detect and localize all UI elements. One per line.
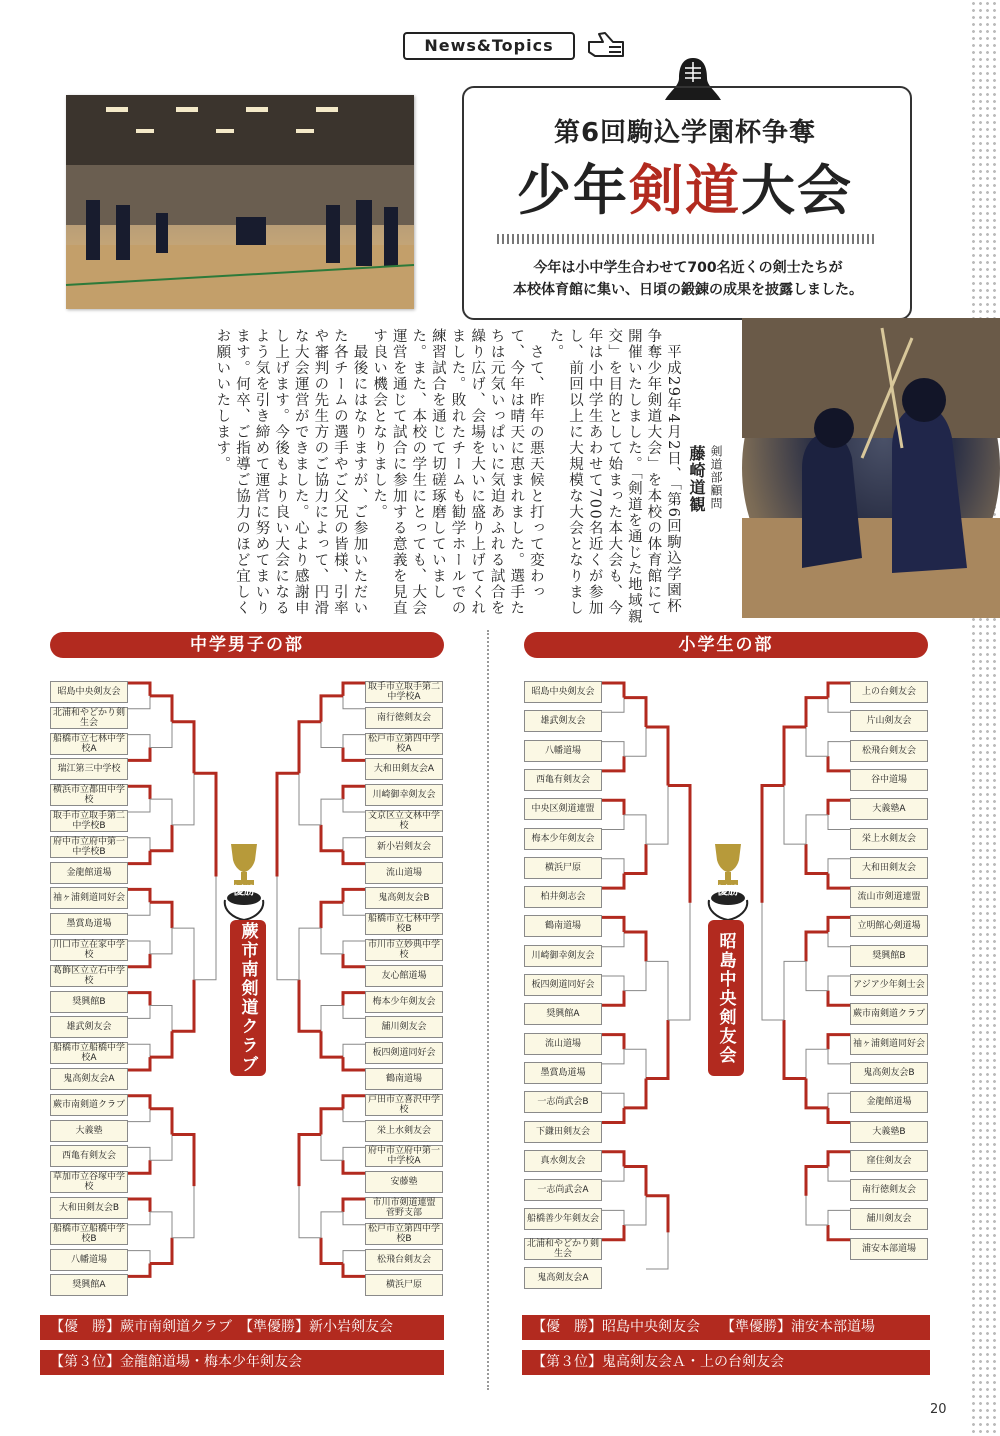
bracket-line (172, 722, 194, 825)
bracket-winner-line (602, 1035, 624, 1050)
team-entry: 栄上水剣友会 (365, 1120, 443, 1142)
team-entry: 流山市剣道連盟 (850, 886, 928, 908)
elementary-heading: 小学生の部 (524, 632, 928, 658)
bracket-line (343, 1199, 365, 1225)
team-entry: 横浜市立都田中学校 (50, 784, 128, 806)
bracket-winner-line (343, 1057, 365, 1070)
bracket-line (806, 1166, 828, 1225)
bracket-winner-line (624, 1079, 646, 1108)
bracket-winner-line (602, 873, 624, 888)
bracket-line (128, 1199, 150, 1225)
team-entry: 蕨市南剣道クラブ (850, 1003, 928, 1025)
bracket-winner-line (128, 851, 150, 864)
team-entry: 大和田剣友会B (50, 1197, 128, 1219)
bracket-winner-line (806, 1079, 828, 1108)
bracket-line (150, 1109, 172, 1161)
bracket-line (828, 742, 850, 771)
team-entry: 奨興館B (850, 945, 928, 967)
bracket-line (150, 1212, 172, 1264)
team-entry: 戸田市立喜沢中学校 (365, 1094, 443, 1116)
bracket-line (172, 1135, 194, 1238)
team-entry: 府中市立府中第一中学校B (50, 836, 128, 858)
bracket-line (602, 683, 624, 712)
bracket-line (299, 1135, 321, 1238)
team-entry: 墨賞島道場 (524, 1062, 602, 1084)
team-entry: 松戸市立第四中学校A (365, 733, 443, 755)
bracket-winner-line (343, 851, 365, 864)
bracket-line (624, 815, 646, 874)
bracket-line (602, 976, 624, 1005)
elementary-result-third: 【第３位】鬼高剣友会Ａ・上の台剣友会 (522, 1350, 930, 1375)
bracket-winner-line (299, 722, 321, 774)
team-entry: 松飛台剣友会 (365, 1249, 443, 1271)
team-entry: 大義塾A (850, 798, 928, 820)
team-entry: 上の台剣友会 (850, 681, 928, 703)
team-entry: 昭島中央剣友会 (524, 681, 602, 703)
bracket-winner-line (343, 1096, 365, 1109)
bracket-winner-line (828, 917, 850, 932)
bracket-line (806, 698, 828, 757)
bracket-line (828, 1210, 850, 1239)
bracket-winner-line (602, 1152, 624, 1167)
bracket-winner-line (299, 1135, 321, 1187)
bracket-winner-line (828, 683, 850, 698)
bracket-winner-line (128, 786, 150, 799)
team-entry: 雄武剣友会 (524, 710, 602, 732)
bracket-winner-line (343, 1264, 365, 1277)
bracket-line (602, 859, 624, 888)
bracket-winner-line (343, 786, 365, 799)
bracket-line (828, 1152, 850, 1181)
bracket-line (602, 1093, 624, 1122)
bracket-winner-line (128, 889, 150, 902)
news-topics-tag: News&Topics (403, 32, 575, 60)
bracket-winner-line (343, 993, 365, 1006)
bracket-line (172, 928, 194, 1031)
bracket-line (602, 742, 624, 771)
bracket-winner-line (602, 1108, 624, 1123)
team-entry: 八幡道場 (50, 1249, 128, 1271)
bracket-line (128, 735, 150, 761)
bracket-line (150, 1006, 172, 1058)
bracket-line (602, 800, 624, 829)
bracket-winner-line (150, 1109, 172, 1135)
middle-result-winners: 【優 勝】蕨市南剣道クラブ 【準優勝】新小岩剣友会 (40, 1315, 444, 1340)
team-entry: 北浦和やどかり剣生会 (524, 1238, 602, 1260)
bracket-winner-line (828, 1035, 850, 1050)
team-entry: 一志尚武会B (524, 1091, 602, 1113)
bracket-winner-line (602, 683, 624, 698)
column-divider (487, 630, 489, 1390)
bracket-line (128, 683, 150, 709)
bracket-line (128, 1147, 150, 1173)
team-entry: 文京区立文林中学校 (365, 810, 443, 832)
bracket-winner-line (646, 727, 668, 786)
team-entry: 八幡道場 (524, 740, 602, 762)
team-entry: 窪住剣友会 (850, 1150, 928, 1172)
page-number: 20 (930, 1402, 947, 1417)
team-entry: 瑞江第三中学校 (50, 758, 128, 780)
team-entry: 船橋市立七林中学校A (50, 733, 128, 755)
champion-badge: 優勝 (233, 884, 255, 897)
team-entry: 谷中道場 (850, 769, 928, 791)
gym-ceremony-photo (66, 95, 414, 309)
dotted-edge-pattern (970, 0, 1000, 1436)
bracket-line (784, 961, 806, 1078)
bracket-winner-line (828, 800, 850, 815)
team-entry: 横浜尸原 (524, 857, 602, 879)
bracket-line (321, 1212, 343, 1264)
elementary-result-winners: 【優 勝】昭島中央剣友会 【準優勝】浦安本部道場 (522, 1315, 930, 1340)
bracket-winner-line (784, 1020, 806, 1079)
bracket-line (646, 727, 668, 844)
bracket-line (624, 1166, 646, 1225)
bracket-line (277, 773, 299, 979)
bracket-winner-line (321, 902, 343, 928)
team-entry: 鶴南道場 (524, 915, 602, 937)
team-entry: 新小岩剣友会 (365, 836, 443, 858)
team-entry: 北浦和やどかり剣生会 (50, 707, 128, 729)
bracket-winner-line (624, 932, 646, 961)
team-entry: 大和田剣友会A (365, 758, 443, 780)
byline: 剣道部顧問 藤崎道観 (687, 445, 723, 513)
team-entry: 船橋市立七林中学校B (365, 913, 443, 935)
team-entry: 金龍館道場 (50, 862, 128, 884)
team-entry: 舗川剣友会 (850, 1208, 928, 1230)
team-entry: 雄武剣友会 (50, 1016, 128, 1038)
bracket-line (321, 1006, 343, 1058)
team-entry: 大義塾B (850, 1121, 928, 1143)
bracket-line (343, 1147, 365, 1173)
article-body: 平成29年4月2日、「第6回駒込学園杯争奪少年剣道大会」を本校の体育館にて開催いたしました。「剣道を通じた地域親交」を目的として始まった本大会も、今年は小中学生あわせて700名近くが参加し、前回以上に大規模な大会となりました。 さて、昨年の悪天候と打って変わって、今年は晴天に恵まれました。選手たちは元気いっぱいに気迫あふれる試合を繰り広げ、会場を大いに盛り上げてくれました。敗れたチームも勧学ホールでの練習試合を通じて切磋琢磨していました。また、本校の学生にとっても、大会運営を通じて試合に参加する意義を見直す良い機会となりました。 最後にはなりますが、ご参加いただいた各チームの選手やご父兄の皆様、引率や審判の先生方のご協力によって、円滑な大会運営ができました。心より感謝申し上げます。今後もより良い大会になるよう気を引き締めて運営に努めてまいります。何卒、ご指導ご協力のほど宜しくお願いいたします。 (214, 328, 681, 625)
bracket-winner-line (172, 722, 194, 774)
bracket-winner-line (128, 1096, 150, 1109)
bracket-line (343, 1251, 365, 1277)
bracket-winner-line (150, 1238, 172, 1264)
bracket-winner-line (784, 727, 806, 786)
team-entry: 奨興館B (50, 991, 128, 1013)
bracket-winner-line (194, 773, 216, 876)
bracket-line (321, 696, 343, 748)
pointing-hand-icon (585, 30, 627, 60)
bracket-winner-line (128, 1264, 150, 1277)
bracket-line (343, 941, 365, 967)
team-entry: 浦安本部道場 (850, 1238, 928, 1260)
bracket-line (321, 902, 343, 954)
bracket-winner-line (150, 825, 172, 851)
champion-badge: 優勝 (717, 884, 739, 897)
bracket-line (343, 735, 365, 761)
bracket-line (828, 1093, 850, 1122)
bracket-winner-line (172, 1135, 194, 1187)
bracket-winner-line (806, 698, 828, 727)
team-entry: 大義塾 (50, 1120, 128, 1142)
bracket-line (128, 889, 150, 915)
team-entry: 鬼高剣友会B (850, 1062, 928, 1084)
bracket-line (128, 1096, 150, 1122)
bracket-line (343, 786, 365, 812)
event-title: 少年剣道大会 (517, 159, 853, 222)
bracket-line (299, 722, 321, 825)
bracket-line (762, 786, 784, 1020)
bracket-line (343, 838, 365, 864)
bracket-winner-line (321, 1238, 343, 1264)
team-entry: 鬼高剣友会A (50, 1068, 128, 1090)
bracket-line (828, 859, 850, 888)
bracket-line (128, 1044, 150, 1070)
team-entry: 墨賞島道場 (50, 913, 128, 935)
bracket-winner-line (602, 1225, 624, 1240)
team-entry: 府中市立府中第一中学校A (365, 1145, 443, 1167)
striped-rule (497, 234, 877, 244)
middle-school-heading: 中学男子の部 (50, 632, 444, 658)
team-entry: 袖ヶ浦剣道同好会 (850, 1033, 928, 1055)
team-entry: 板四剣道同好会 (524, 974, 602, 996)
bracket-line (150, 902, 172, 954)
lead-text: 今年は小中学生合わせて700名近くの剣士たちが 本校体育館に集い、日頃の鍛錬の成果を披露しました。 (513, 260, 863, 298)
bracket-winner-line (668, 786, 690, 903)
team-entry: アジア少年剣士会 (850, 974, 928, 996)
middle-result-third: 【第３位】金龍館道場・梅本少年剣友会 (40, 1350, 444, 1375)
bracket-line (150, 799, 172, 851)
team-entry: 西亀有剣友会 (50, 1145, 128, 1167)
team-entry: 西亀有剣友会 (524, 769, 602, 791)
team-entry: 一志尚武会A (524, 1179, 602, 1201)
bracket-line (828, 1035, 850, 1064)
bracket-line (624, 698, 646, 757)
bracket-winner-line (321, 1031, 343, 1057)
bracket-line (646, 1196, 668, 1269)
team-entry: 奨興館A (524, 1003, 602, 1025)
team-entry: 真水剣友会 (524, 1150, 602, 1172)
bracket-line (194, 773, 216, 979)
bracket-winner-line (128, 1199, 150, 1212)
team-entry: 取手市立取手第二中学校A (365, 681, 443, 703)
bracket-line (828, 976, 850, 1005)
team-entry: 流山道場 (365, 862, 443, 884)
bracket-line (343, 683, 365, 709)
bracket-winner-line (828, 991, 850, 1006)
bracket-winner-line (828, 1225, 850, 1240)
elementary-champion: 昭島中央剣友会 (708, 920, 744, 1076)
event-subtitle: 第6回駒込学園杯争奪 (553, 118, 817, 148)
bracket-winner-line (806, 932, 828, 961)
team-entry: 南行徳剣友会 (850, 1179, 928, 1201)
bracket-winner-line (128, 1160, 150, 1173)
bracket-winner-line (762, 786, 784, 903)
bracket-line (602, 1035, 624, 1064)
bracket-line (828, 800, 850, 829)
bracket-winner-line (624, 698, 646, 727)
team-entry: 蕨市南剣道クラブ (50, 1094, 128, 1116)
team-entry: 鶴南道場 (365, 1068, 443, 1090)
bracket-winner-line (128, 1057, 150, 1070)
team-entry: 下鎌田剣友会 (524, 1121, 602, 1143)
bracket-winner-line (321, 1109, 343, 1135)
team-entry: 安藤塾 (365, 1171, 443, 1193)
bracket-line (128, 1251, 150, 1277)
bracket-winner-line (602, 800, 624, 815)
team-entry: 奨興館A (50, 1274, 128, 1296)
team-entry: 友心館道場 (365, 965, 443, 987)
bracket-winner-line (343, 1199, 365, 1212)
bracket-winner-line (343, 748, 365, 761)
bracket-line (624, 1049, 646, 1108)
team-entry: 船橋市立船橋中学校B (50, 1223, 128, 1245)
team-entry: 鬼高剣友会B (365, 887, 443, 909)
team-entry: 大和田剣友会 (850, 857, 928, 879)
team-entry: 昭島中央剣友会 (50, 681, 128, 703)
team-entry: 南行徳剣友会 (365, 707, 443, 729)
bracket-line (806, 815, 828, 874)
bracket-winner-line (172, 980, 194, 1032)
middle-champion: 蕨市南剣道クラブ (230, 920, 266, 1076)
team-entry: 鬼高剣友会A (524, 1267, 602, 1289)
team-entry: 金龍館道場 (850, 1091, 928, 1113)
bracket-line (343, 1044, 365, 1070)
bracket-winner-line (624, 844, 646, 873)
bracket-winner-line (321, 696, 343, 722)
team-entry: 松飛台剣友会 (850, 740, 928, 762)
team-entry: 板四剣道同好会 (365, 1042, 443, 1064)
bracket-winner-line (321, 825, 343, 851)
team-entry: 梅本少年剣友会 (365, 991, 443, 1013)
bracket-winner-line (828, 873, 850, 888)
bracket-winner-line (828, 756, 850, 771)
bracket-line (321, 799, 343, 851)
bracket-winner-line (343, 954, 365, 967)
team-entry: 市川市立妙典中学校 (365, 939, 443, 961)
team-entry: 中央区剣道連盟 (524, 798, 602, 820)
bracket-winner-line (343, 889, 365, 902)
bracket-line (668, 786, 690, 1020)
team-entry: 流山道場 (524, 1033, 602, 1055)
bracket-winner-line (806, 1166, 828, 1195)
bracket-line (784, 727, 806, 844)
team-entry: 葛飾区立立石中学校 (50, 965, 128, 987)
bracket-winner-line (828, 1108, 850, 1123)
bracket-winner-line (150, 696, 172, 722)
team-entry: 川崎御幸剣友会 (365, 784, 443, 806)
bracket-winner-line (128, 954, 150, 967)
team-entry: 川崎御幸剣友会 (524, 945, 602, 967)
team-entry: 草加市立谷塚中学校 (50, 1171, 128, 1193)
bracket-winner-line (128, 993, 150, 1006)
team-entry: 市川市剣道連盟 菅野支部 (365, 1197, 443, 1219)
bracket-winner-line (128, 748, 150, 761)
bracket-winner-line (277, 773, 299, 876)
bracket-winner-line (150, 902, 172, 928)
team-entry: 松戸市立第四中学校B (365, 1223, 443, 1245)
bracket-winner-line (646, 1020, 668, 1079)
bracket-line (343, 889, 365, 915)
team-entry: 柏井剣志会 (524, 886, 602, 908)
bracket-line (806, 932, 828, 991)
team-entry: 梅本少年剣友会 (524, 828, 602, 850)
bracket-line (128, 786, 150, 812)
team-entry: 横浜尸原 (365, 1274, 443, 1296)
bracket-winner-line (128, 683, 150, 696)
bracket-winner-line (299, 980, 321, 1032)
bracket-line (624, 932, 646, 991)
bracket-line (602, 1152, 624, 1181)
bracket-line (299, 928, 321, 1031)
bracket-line (150, 696, 172, 748)
bracket-line (321, 1109, 343, 1161)
bracket-winner-line (343, 1160, 365, 1173)
bracket-line (646, 961, 668, 1078)
team-entry: 川口市立在家中学校 (50, 939, 128, 961)
bracket-winner-line (602, 917, 624, 932)
bracket-winner-line (646, 1196, 668, 1233)
bracket-line (806, 1049, 828, 1108)
bracket-line (128, 993, 150, 1019)
bracket-winner-line (828, 1152, 850, 1167)
bracket-line (828, 917, 850, 946)
team-entry: 船橋市立船橋中学校A (50, 1042, 128, 1064)
bracket-winner-line (602, 991, 624, 1006)
team-entry: 船橋善少年剣友会 (524, 1208, 602, 1230)
bracket-winner-line (150, 1031, 172, 1057)
bracket-line (128, 941, 150, 967)
bracket-line (343, 993, 365, 1019)
team-entry: 片山剣友会 (850, 710, 928, 732)
bracket-winner-line (806, 844, 828, 873)
team-entry: 栄上水剣友会 (850, 828, 928, 850)
bracket-winner-line (624, 1166, 646, 1195)
bracket-line (602, 917, 624, 946)
bracket-winner-line (602, 756, 624, 771)
team-entry: 舗川剣友会 (365, 1016, 443, 1038)
bracket-line (128, 838, 150, 864)
bracket-line (602, 1210, 624, 1239)
kendo-match-photo (742, 318, 1000, 618)
team-entry: 取手市立取手第二中学校B (50, 810, 128, 832)
team-entry: 袖ヶ浦剣道同好会 (50, 887, 128, 909)
bracket-winner-line (343, 683, 365, 696)
bracket-line (828, 683, 850, 712)
team-entry: 立明館心剣道場 (850, 915, 928, 937)
bracket-line (343, 1096, 365, 1122)
